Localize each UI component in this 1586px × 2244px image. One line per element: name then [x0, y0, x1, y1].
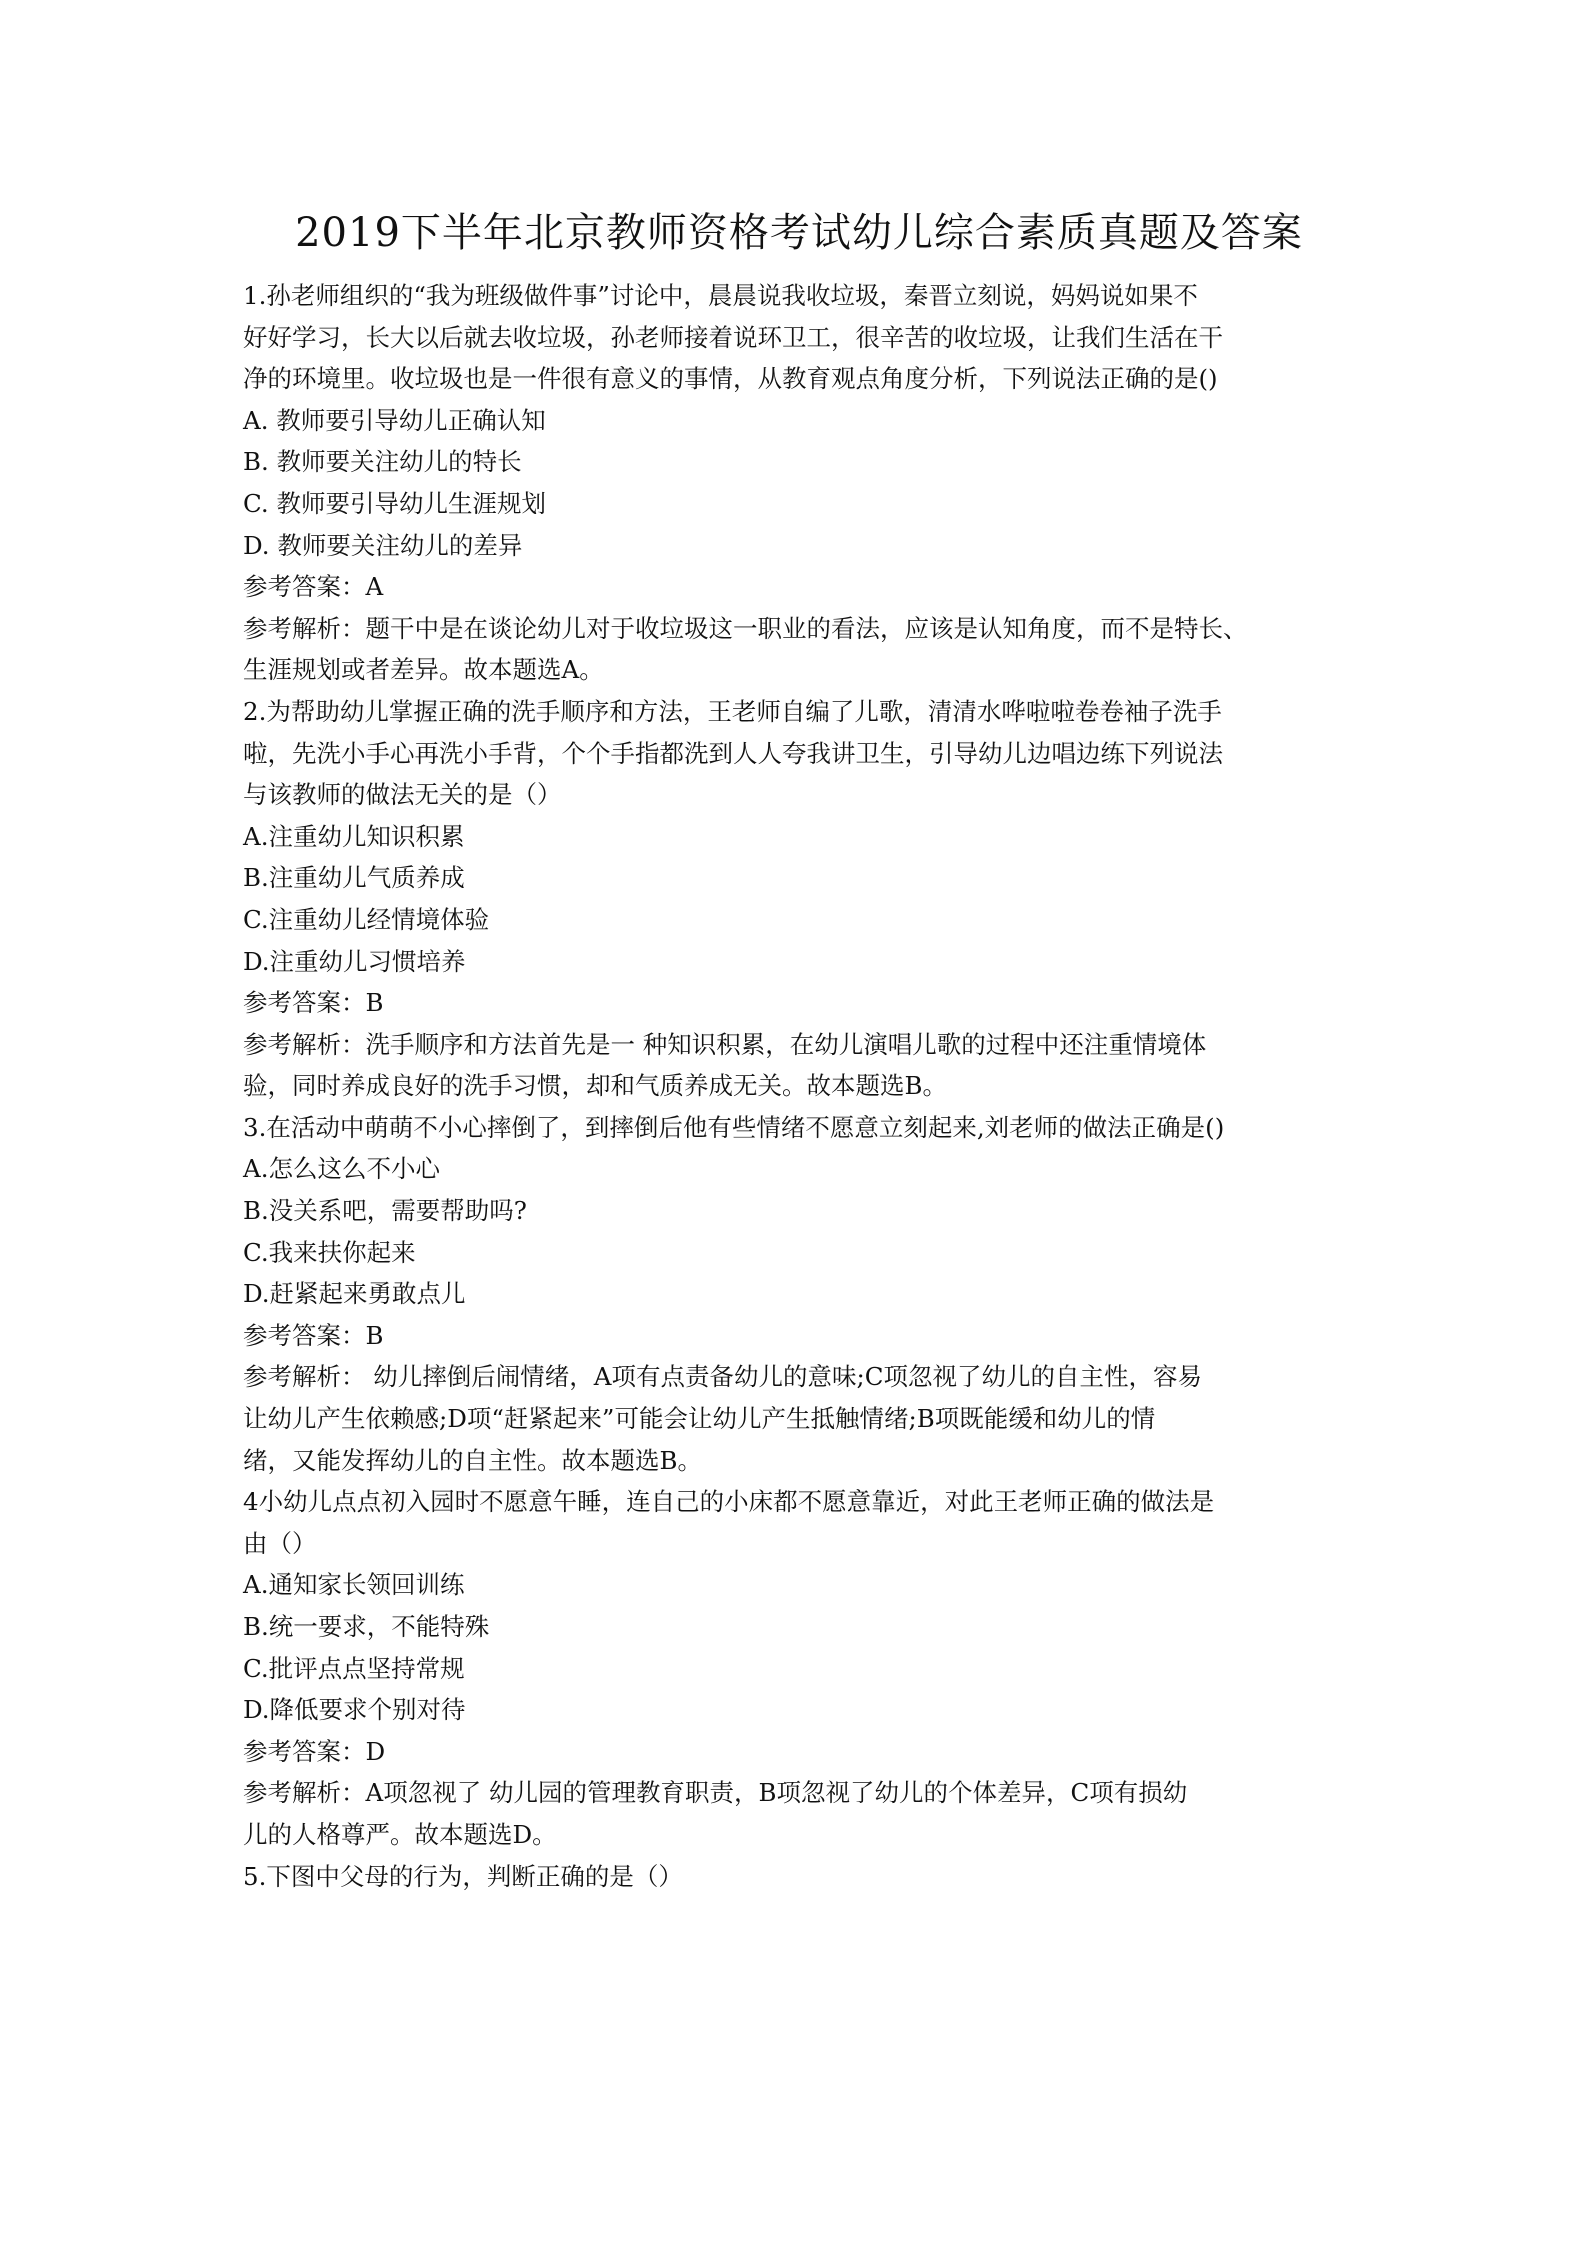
question-stem-line: 啦，先洗小手心再洗小手背，个个手指都洗到人人夸我讲卫生，引导幼儿边唱边练下列说法 — [243, 738, 1223, 768]
option-item: D.注重幼儿习惯培养 — [243, 946, 466, 976]
option-item: A.注重幼儿知识积累 — [243, 821, 465, 851]
question-2 — [243, 691, 1355, 1107]
option-item: B. 教师要关注幼儿的特长 — [243, 447, 522, 477]
option-item: B.没关系吧，需要帮助吗? — [243, 1196, 527, 1226]
reference-answer: 参考答案：B — [243, 988, 384, 1018]
question-stem-line: 4小幼儿点点初入园时不愿意午睡，连自己的小床都不愿意靠近，对此王老师正确的做法是 — [243, 1487, 1215, 1517]
option-item: D.赶紧起来勇敢点儿 — [243, 1279, 466, 1309]
question-stem-line: 由（） — [243, 1528, 317, 1558]
question-5 — [243, 1856, 1355, 1898]
question-list — [243, 275, 1355, 1897]
reference-analysis-line: 参考解析：题干中是在谈论幼儿对于收垃圾这一职业的看法，应该是认知角度，而不是特长、 — [243, 613, 1248, 643]
question-stem-line: 1.孙老师组织的“我为班级做件事”讨论中，晨晨说我收垃圾，秦晋立刻说，妈妈说如果不 — [243, 281, 1198, 310]
question-stem-line: 5.下图中父母的行为，判断正确的是（） — [243, 1861, 683, 1891]
reference-analysis-line: 参考解析：洗手顺序和方法首先是一 种知识积累，在幼儿演唱儿歌的过程中还注重情境体 — [243, 1029, 1207, 1059]
option-item: C.批评点点坚持常规 — [243, 1653, 465, 1683]
option-item: B.统一要求，不能特殊 — [243, 1612, 490, 1641]
reference-analysis-line: 绪，又能发挥幼儿的自主性。故本题选B。 — [243, 1445, 703, 1475]
option-item: C.我来扶你起来 — [243, 1237, 416, 1267]
question-stem-line: 好好学习，长大以后就去收垃圾，孙老师接着说环卫工，很辛苦的收垃圾，让我们生活在干 — [243, 322, 1223, 352]
option-item: C. 教师要引导幼儿生涯规划 — [243, 488, 546, 518]
reference-analysis-line: 让幼儿产生依赖感;D项“赶紧起来”可能会让幼儿产生抵触情绪;B项既能缓和幼儿的情 — [243, 1404, 1156, 1434]
question-stem-line: 与该教师的做法无关的是（） — [243, 780, 562, 810]
question-1 — [243, 275, 1355, 691]
option-item: A.通知家长领回训练 — [243, 1570, 465, 1600]
option-item: D. 教师要关注幼儿的差异 — [243, 530, 523, 560]
question-stem-line: 净的环境里。收垃圾也是一件很有意义的事情，从教育观点角度分析，下列说法正确的是() — [243, 364, 1218, 394]
reference-analysis-line: 参考解析： 幼儿摔倒后闹情绪，A项有点责备幼儿的意味;C项忽视了幼儿的自主性，容易 — [243, 1362, 1202, 1392]
reference-analysis-line: 参考解析：A项忽视了 幼儿园的管理教育职责，B项忽视了幼儿的个体差异，C项有损幼 — [243, 1778, 1188, 1808]
reference-answer: 参考答案：A — [243, 572, 384, 602]
option-item: A.怎么这么不小心 — [243, 1154, 440, 1184]
option-item: A. 教师要引导幼儿正确认知 — [243, 405, 546, 435]
document-page — [243, 205, 1355, 1897]
question-4 — [243, 1481, 1355, 1855]
option-item: B.注重幼儿气质养成 — [243, 863, 465, 893]
reference-answer: 参考答案：D — [243, 1736, 386, 1766]
option-item: D.降低要求个别对待 — [243, 1695, 466, 1725]
question-3 — [243, 1107, 1355, 1481]
reference-answer: 参考答案：B — [243, 1320, 384, 1350]
question-stem-line: 3.在活动中萌萌不小心摔倒了，到摔倒后他有些情绪不愿意立刻起来,刘老师的做法正确是() — [243, 1112, 1225, 1142]
option-item: C.注重幼儿经情境体验 — [243, 904, 490, 934]
reference-analysis-line: 生涯规划或者差异。故本题选A。 — [243, 655, 604, 685]
document-title: 2019下半年北京教师资格考试幼儿综合素质真题及答案 — [295, 210, 1303, 256]
reference-analysis-line: 验，同时养成良好的洗手习惯，却和气质养成无关。故本题选B。 — [243, 1071, 948, 1101]
reference-analysis-line: 儿的人格尊严。故本题选D。 — [243, 1819, 557, 1849]
question-stem-line: 2.为帮助幼儿掌握正确的洗手顺序和方法，王老师自编了儿歌，清清水哗啦啦卷卷袖子洗手 — [243, 696, 1222, 726]
